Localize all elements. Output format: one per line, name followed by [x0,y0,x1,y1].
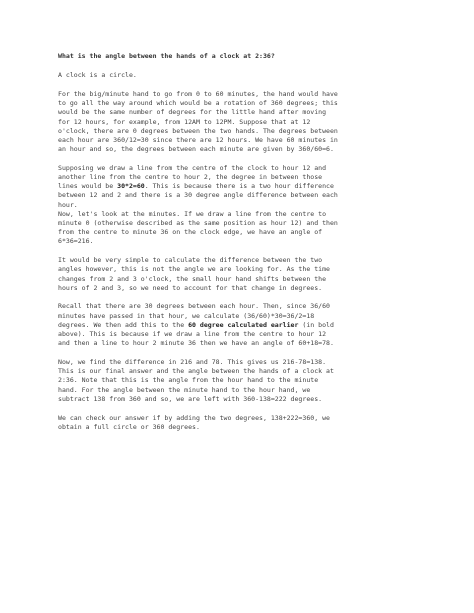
text-fragment: . This is because there is a two hour difference [144,182,334,191]
text-line: It would be very simple to calculate the difference between the two [58,256,323,265]
text-line: 6*36=216. [58,237,94,246]
text-fragment: lines would be [58,182,118,191]
text-line: hour. [58,200,78,209]
text-line: minutes have passed in that hour, we calculate (36/60)*30=36/2=18 [58,311,315,320]
question-title: What is the angle between the hands of a clock at 2:36? [58,52,275,60]
paragraph-hour-hand-calc [58,302,430,348]
text-line: an hour and so, the degrees between each minute are given by 360/60=6. [58,145,334,154]
text-line: This is our final answer and the angle between the hands of a clock at [58,367,334,376]
text-line: would be the same number of degrees for the little hand after moving [58,108,327,117]
text-fragment: degrees. We then add this to the [58,320,189,329]
text-line: hand. For the angle between the minute hand to the hour hand, we [58,385,311,394]
text-line: to go all the way around which would be a rotation of 360 degrees; this [58,99,338,108]
text-line: Supposing we draw a line from the centre of the clock to hour 12 and [58,163,327,172]
bold-calculation: 30*2=60 [117,182,145,191]
text-line [58,182,430,191]
text-line: For the big/minute hand to go from 0 to 60 minutes, the hand would have [58,89,338,98]
text-line: between 12 and 2 and there is a 30 degree angle difference between each [58,191,338,200]
text-line: We can check our answer if by adding the two degrees, 138+222=360, we [58,413,330,422]
paragraph-hour-shift [58,256,430,293]
paragraph-minute-angle [58,210,430,247]
text-line: each hour are 360/12=30 since there are 12 hours. We have 60 minutes in [58,135,338,144]
paragraph-check [58,414,430,432]
text-line: from the centre to minute 36 on the clock edge, we have an angle of [58,228,323,237]
document-page [58,52,430,441]
text-line: hours of 2 and 3, so we need to account for that change in degrees. [58,283,323,292]
paragraph-degrees-basics [58,90,430,154]
text-line: above). This is because if we draw a line from the centre to hour 12 [58,330,327,339]
text-line: subtract 138 from 360 and so, we are left with 360-138=222 degrees. [58,394,323,403]
text-line: minute 0 (otherwise described as the same position as hour 12) and then [58,219,338,228]
paragraph-hour-angle [58,164,430,210]
text-line: A clock is a circle. [58,71,137,80]
text-line: another line from the centre to hour 2, the degree in between those [58,173,323,182]
text-fragment: (in bold [298,320,334,329]
text-line: obtain a full circle or 360 degrees. [58,422,200,431]
paragraph-final-answer [58,358,430,404]
text-line: Recall that there are 30 degrees between each hour. Then, since 36/60 [58,302,330,311]
text-line: o'clock, there are 0 degrees between the two hands. The degrees between [58,126,338,135]
bold-reference: 60 degree calculated earlier [188,320,299,329]
text-line: angles however, this is not the angle we are looking for. As the time [58,265,330,274]
paragraph-intro [58,71,430,80]
text-line: and then a line to hour 2 minute 36 then we have an angle of 60+18=78. [58,339,334,348]
text-line: Now, we find the difference in 216 and 78. This gives us 216-78=138. [58,357,327,366]
text-line: Now, let's look at the minutes. If we draw a line from the centre to [58,209,327,218]
text-line: changes from 2 and 3 o'clock, the small hour hand shifts between the [58,274,327,283]
text-line: for 12 hours, for example, from 12AM to 12PM. Suppose that at 12 [58,117,311,126]
text-line [58,321,430,330]
text-line: 2:36. Note that this is the angle from the hour hand to the minute [58,376,319,385]
